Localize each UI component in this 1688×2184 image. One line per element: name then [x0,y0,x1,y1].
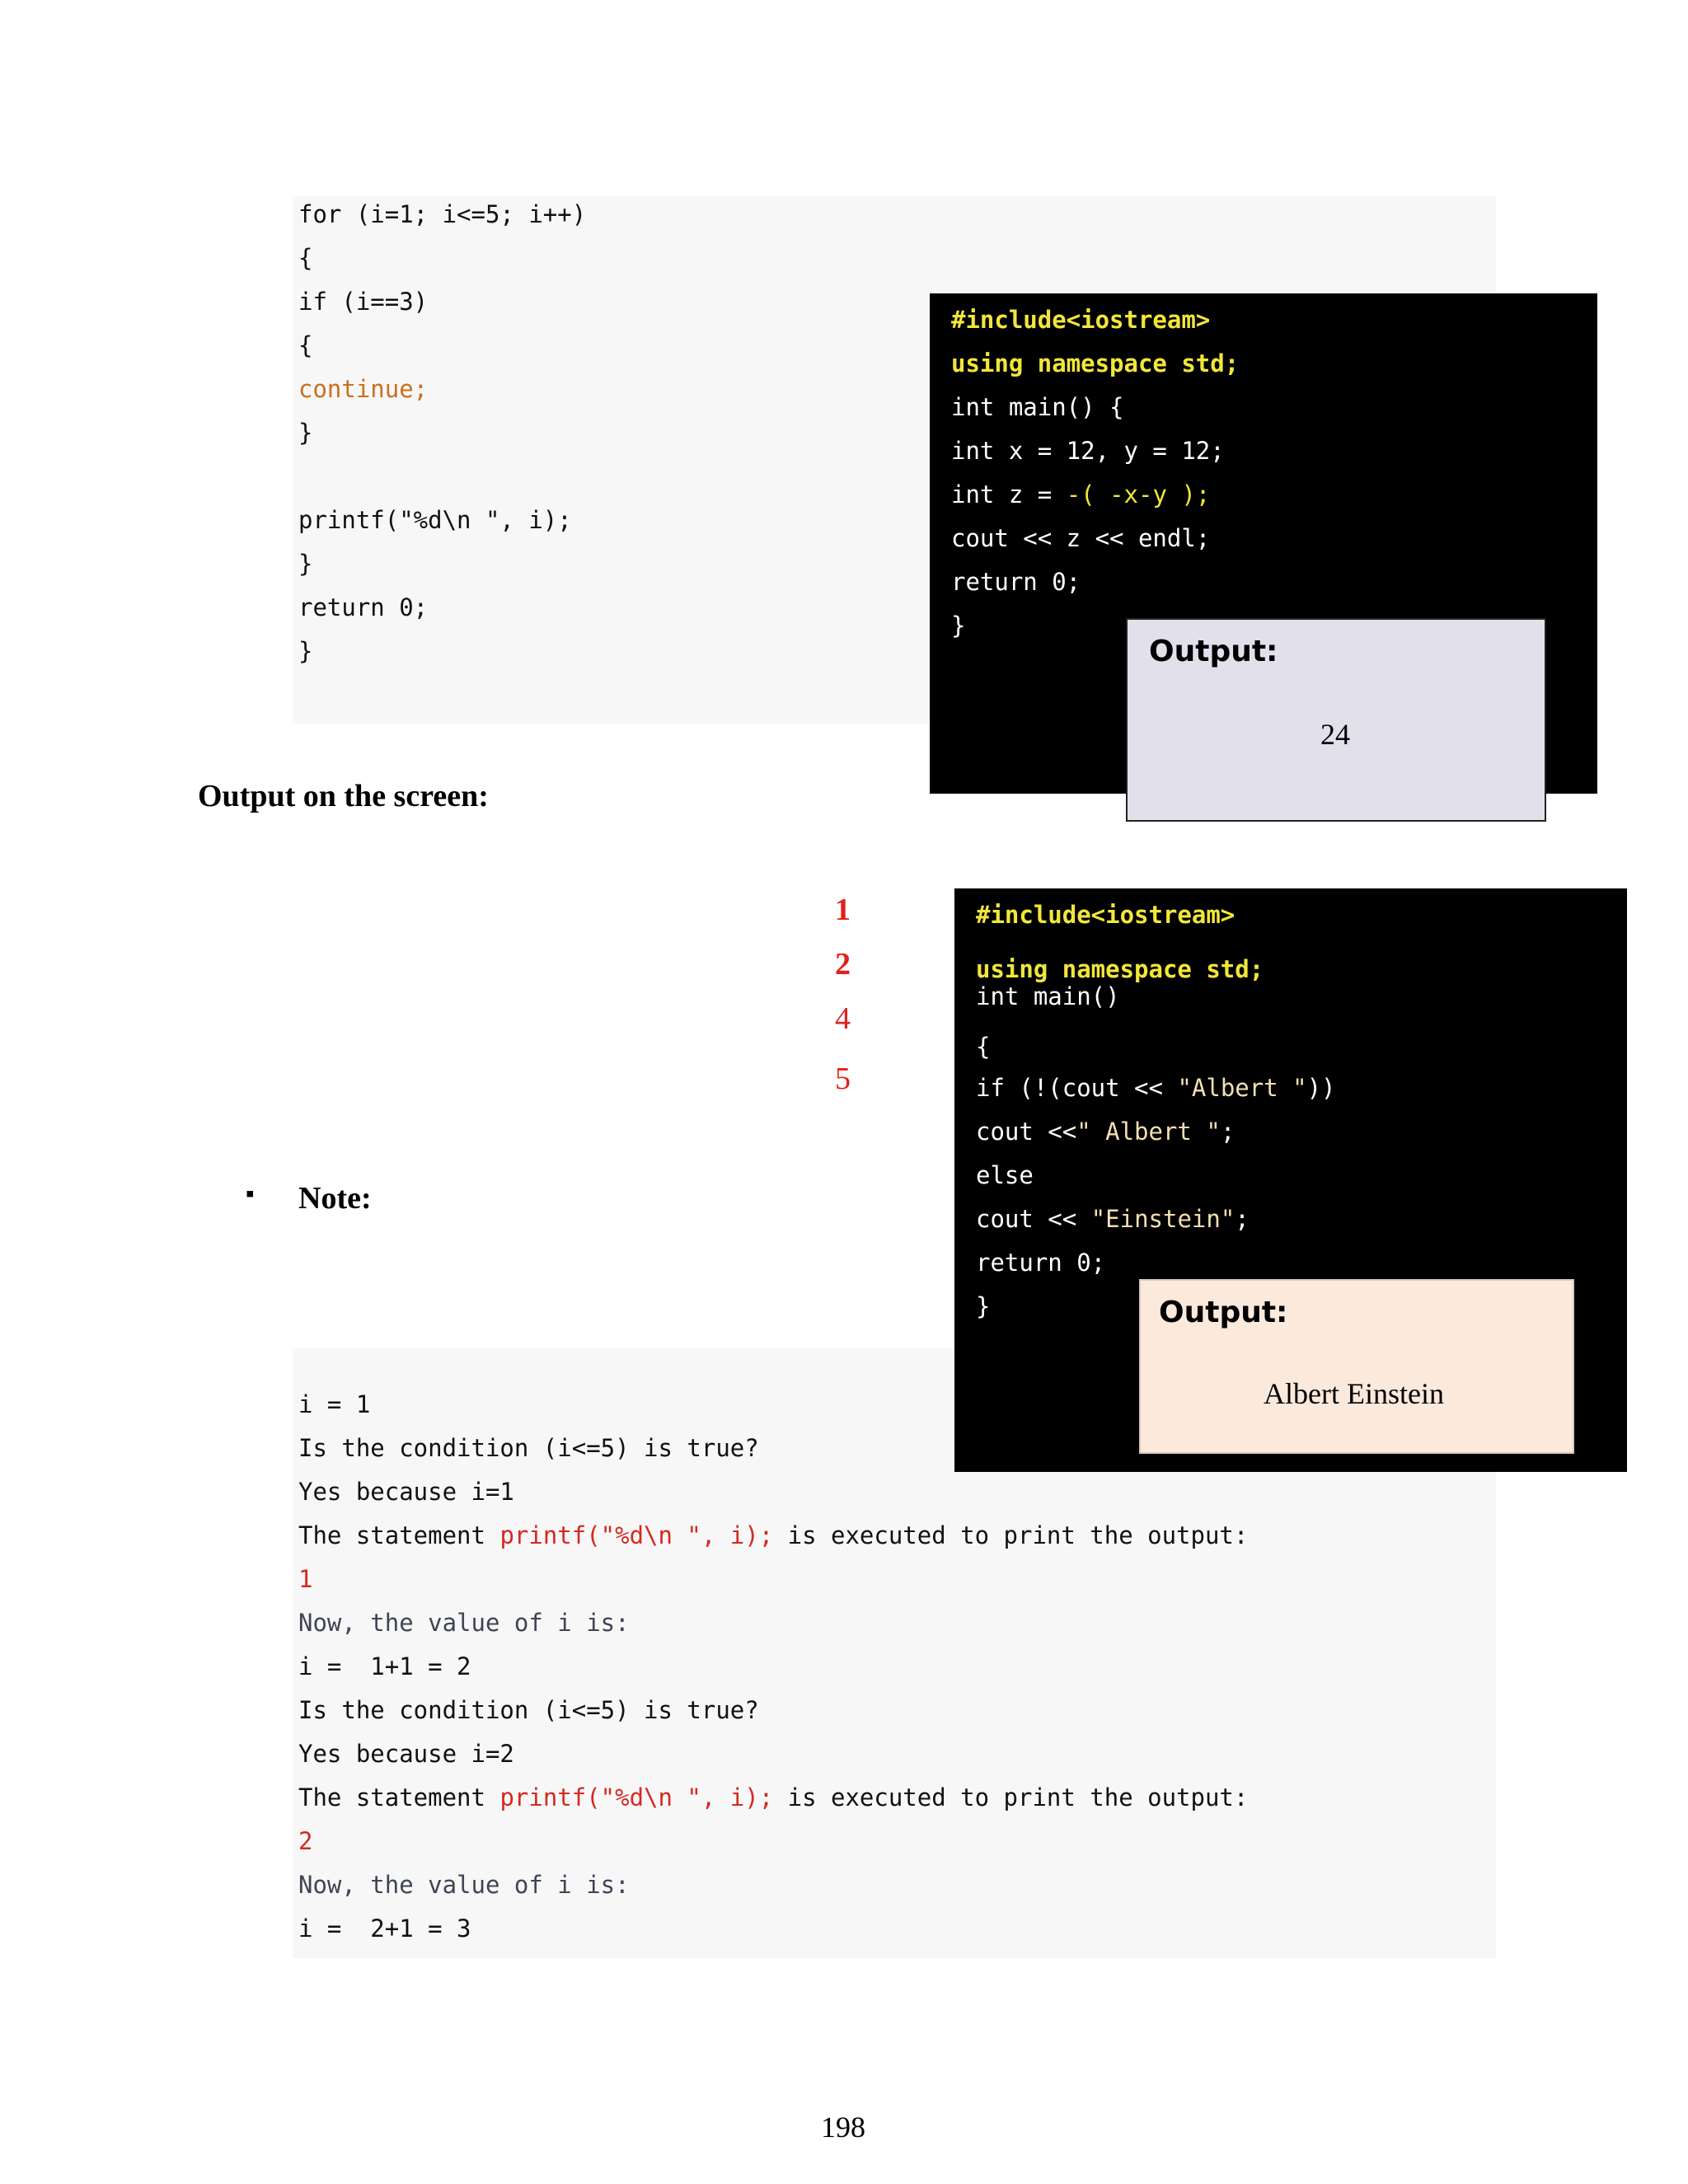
explain-line: i = 1 [298,1390,371,1418]
page-number: 198 [821,2111,865,2144]
code-token-expression: -( -x-y ); [1066,480,1211,509]
code-line: } [298,550,313,578]
code-line-if [976,1076,1336,1100]
note-label: Note: [298,1181,372,1216]
code-line: return 0; [298,593,429,621]
code-line-continue: continue; [298,375,429,403]
code-line-namespace: using namespace std; [976,955,1264,983]
code-line: for (i=1; i<=5; i++) [298,200,587,228]
code-line: } [298,637,313,665]
code-line: printf("%d\n ", i); [298,506,572,534]
code-line-cout [976,1120,1235,1144]
code-token: int z = [951,480,1067,509]
code-line-main: int main() { [951,393,1124,421]
code-token: ; [1235,1205,1250,1233]
code-line-else: else [976,1161,1034,1189]
code-line-open: { [976,1033,991,1061]
code-token-string: "Einstein" [1090,1205,1236,1233]
bullet-icon: ▪ [246,1180,255,1207]
explain-line: i = 1+1 = 2 [298,1652,471,1680]
code-line-include: #include<iostream> [976,901,1236,929]
code-line-z [951,480,1211,509]
explain-code: printf("%d\n ", i); [499,1521,774,1549]
code-token: ; [1220,1118,1236,1146]
output-label: Output: [1159,1296,1288,1329]
code-line: { [298,331,313,359]
code-token: cout << [976,1118,1077,1146]
code-line-cout: cout << z << endl; [951,524,1211,552]
explain-line: Now, the value of i is: [298,1609,630,1637]
screen-output-number: 2 [835,947,851,982]
explain-line [298,1521,1249,1549]
explain-line: i = 2+1 = 3 [298,1915,471,1943]
code-token-string: " Albert " [1076,1118,1221,1146]
output-label: Output: [1149,635,1278,668]
code-line-return: return 0; [976,1249,1106,1277]
screen-output-number: 5 [835,1062,851,1096]
screen-output-number: 1 [835,893,851,927]
explain-output: 1 [298,1565,313,1593]
explain-text: is executed to print the output: [773,1783,1249,1811]
code-line-namespace: using namespace std; [951,349,1240,377]
explain-line [298,1783,1249,1811]
output-value: Albert Einstein [1264,1377,1444,1410]
code-token: cout << [976,1205,1091,1233]
code-line-main: int main() [976,982,1120,1010]
explain-line: Yes because i=1 [298,1478,514,1506]
code-line: if (i==3) [298,288,429,316]
explain-text: The statement [298,1783,500,1811]
code-line-close: } [976,1292,991,1320]
explain-code: printf("%d\n ", i); [499,1783,774,1811]
code-line: } [298,419,313,447]
screen-output-number: 4 [835,1001,851,1036]
code-line: { [298,244,313,272]
explain-line: Is the condition (i<=5) is true? [298,1434,759,1462]
code-line-decl: int x = 12, y = 12; [951,437,1225,465]
explain-text: The statement [298,1521,500,1549]
explain-text: is executed to print the output: [773,1521,1249,1549]
code-line-close: } [951,612,966,640]
code-token-string: "Albert " [1177,1074,1307,1102]
code-line-include: #include<iostream> [951,306,1211,334]
code-token: )) [1306,1074,1336,1102]
code-line-return: return 0; [951,568,1081,596]
explain-line: Now, the value of i is: [298,1871,630,1899]
code-line-cout [976,1207,1250,1231]
heading-output-on-screen: Output on the screen: [198,779,489,813]
explain-line: Yes because i=2 [298,1740,514,1768]
code-token: if (!(cout << [976,1074,1178,1102]
output-value: 24 [1320,718,1350,751]
explain-output: 2 [298,1827,313,1855]
explain-line: Is the condition (i<=5) is true? [298,1696,759,1724]
